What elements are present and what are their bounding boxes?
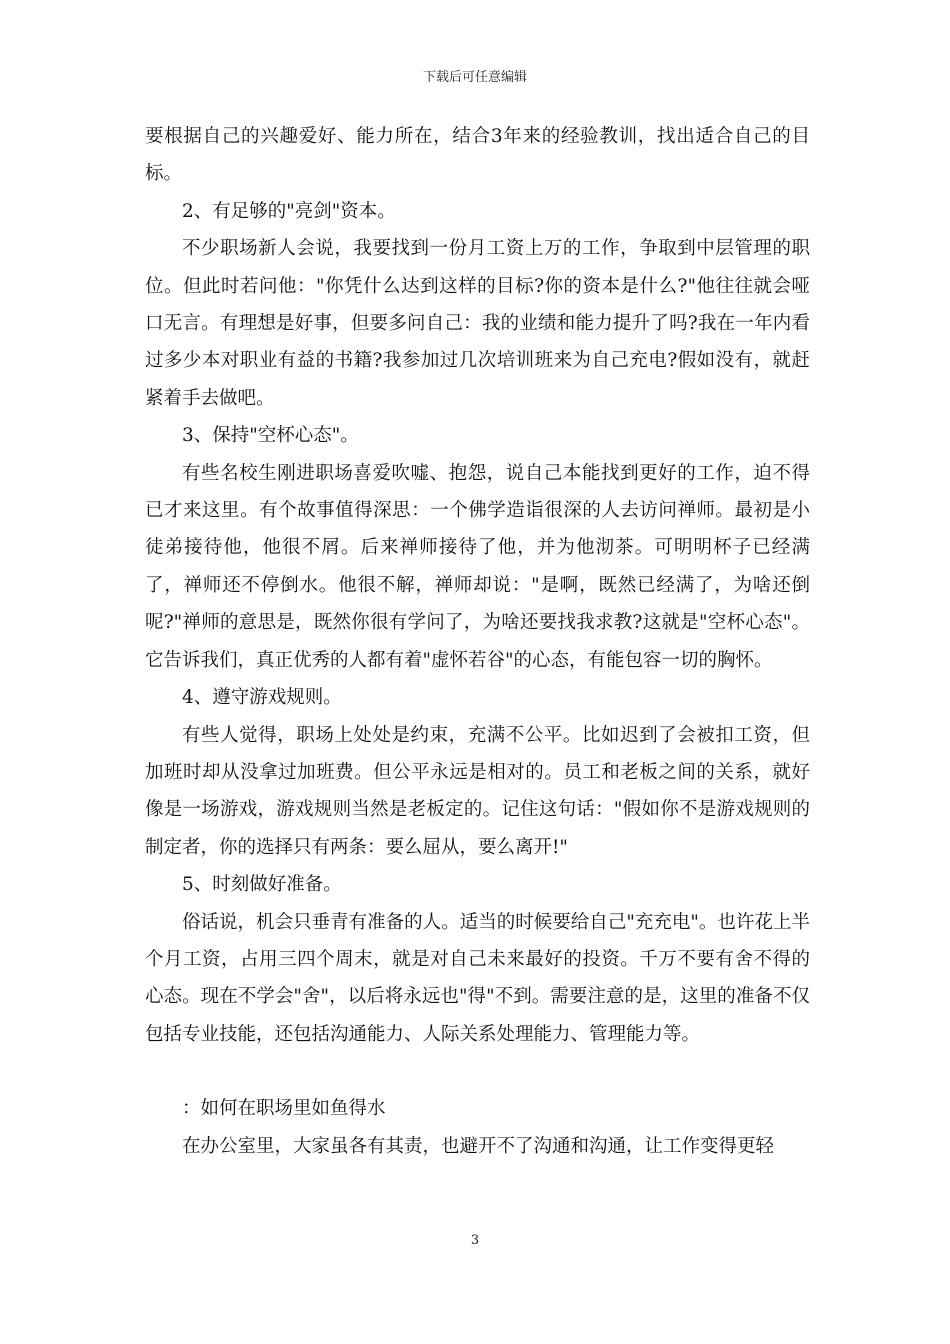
paragraph: 不少职场新人会说，我要找到一份月工资上万的工作，争取到中层管理的职位。但此时若问他："你凭什么达到这样的目标?你的资本是什么?"他往往就会哑口无言。有理想是好事，但要多问自己：我的业绩和能力提升了吗?我在一年内看过多少本对职业有益的书籍?我参加过几次培训班来为自己充电?假如没有，就赶紧着手去做吧。 — [145, 238, 810, 409]
paragraph: 有些人觉得，职场上处处是约束，充满不公平。比如迟到了会被扣工资，但加班时却从没拿过加班费。但公平永远是相对的。员工和老板之间的关系，就好像是一场游戏，游戏规则当然是老板定的。记住这句话："假如你不是游戏规则的制定者，你的选择只有两条：要么屈从，要么离开!" — [145, 724, 810, 858]
section-heading: ：如何在职场里如鱼得水 — [182, 1098, 386, 1120]
paragraph: 俗话说，机会只垂青有准备的人。适当的时候要给自己"充充电"。也许花上半个月工资，占用三四个周末，就是对自己未来最好的投资。千万不要有舍不得的心态。现在不学会"舍"，以后将永远也"得"不到。需要注意的是，这里的准备不仅包括专业技能，还包括沟通能力、人际关系处理能力、管理能力等。 — [145, 911, 810, 1045]
paragraph: 要根据自己的兴趣爱好、能力所在，结合3年来的经验教训，找出适合自己的目标。 — [145, 126, 810, 185]
page-number: 3 — [470, 1233, 480, 1248]
section-heading: 4、遵守游戏规则。 — [182, 687, 342, 709]
section-heading: 5、时刻做好准备。 — [182, 874, 342, 896]
paragraph: 有些名校生刚进职场喜爱吹嘘、抱怨，说自己本能找到更好的工作，迫不得已才来这里。有个故事值得深思：一个佛学造诣很深的人去访问禅师。最初是小徒弟接待他，他很不屑。后来禅师接待了他，并为他沏茶。可明明杯子已经满了，禅师还不停倒水。他很不解，禅师却说："是啊，既然已经满了，为啥还倒呢?"禅师的意思是，既然你很有学问了，为啥还要找我求教?这就是"空杯心态"。它告诉我们，真正优秀的人都有着"虚怀若谷"的心态，有能包容一切的胸怀。 — [145, 462, 810, 671]
section-heading: 3、保持"空杯心态"。 — [182, 425, 359, 447]
page-header: 下载后可任意编辑 — [422, 70, 527, 85]
section-heading: 2、有足够的"亮剑"资本。 — [182, 200, 396, 222]
document-body — [145, 118, 810, 1165]
paragraph: 在办公室里，大家虽各有其责，也避开不了沟通和沟通，让工作变得更轻 — [182, 1135, 775, 1157]
